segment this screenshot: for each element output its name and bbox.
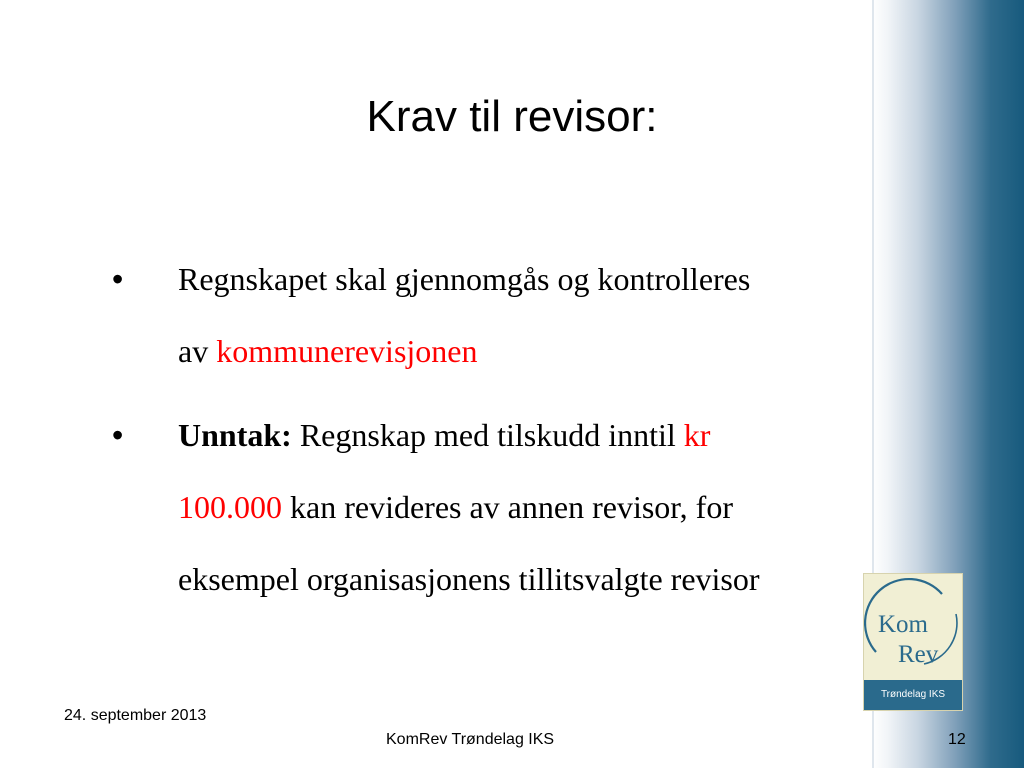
bullet-2-text-c: eksempel organisasjonens tillitsvalgte revisor: [178, 561, 760, 597]
bullet-marker: •: [112, 417, 124, 453]
bullet-2-text-b: kan revideres av annen revisor, for: [282, 489, 733, 525]
bullet-2-highlight-a: kr: [683, 417, 711, 453]
bullet-1-line2: av: [178, 333, 217, 369]
slide-title: Krav til revisor:: [366, 92, 658, 141]
logo-band-text: Trøndelag IKS: [864, 680, 962, 710]
footer-date: 24. september 2013: [64, 707, 207, 724]
page-number: 12: [948, 731, 966, 748]
bullet-text-1: [178, 243, 912, 387]
komrev-logo-mark: [864, 574, 962, 678]
bullet-1-text: Regnskapet skal gjennomgås og kontrolleres: [178, 261, 751, 297]
komrev-logo: [864, 574, 962, 710]
bullet-marker: •: [112, 261, 124, 297]
bullet-2-text-a: Regnskap med tilskudd inntil: [291, 417, 684, 453]
bullet-list: [112, 243, 912, 615]
bullet-item-1: [112, 243, 912, 387]
bullet-2-label: Unntak:: [178, 417, 292, 453]
bullet-text-2: [178, 399, 912, 615]
bullet-2-highlight-b: 100.000: [178, 489, 282, 525]
bullet-1-highlight: kommunerevisjonen: [216, 333, 478, 369]
footer-organization: KomRev Trøndelag IKS: [386, 731, 555, 748]
logo-text-line2: Rev: [898, 641, 939, 668]
bullet-item-2: [112, 399, 912, 615]
logo-text-line1: Kom: [878, 611, 928, 638]
